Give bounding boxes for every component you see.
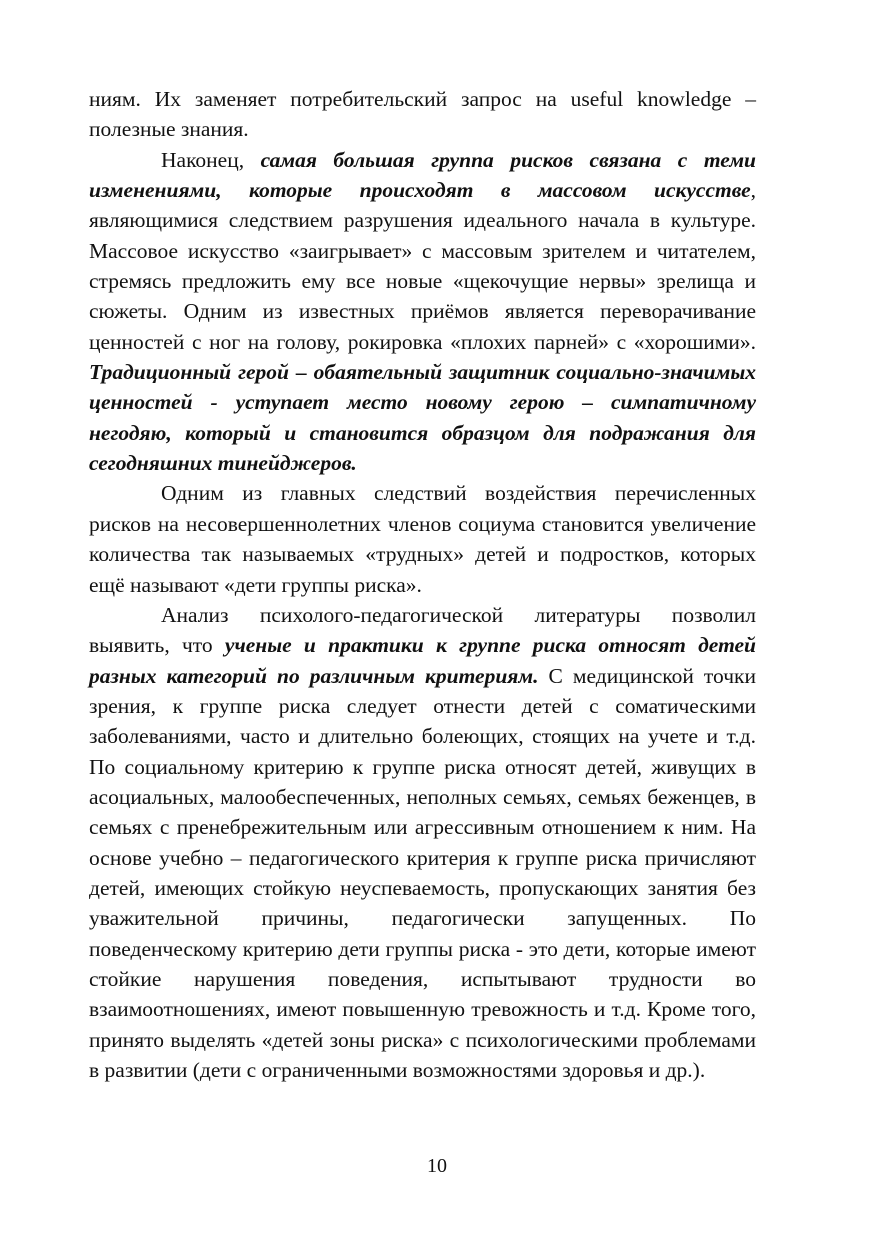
page-number: 10 [427,1155,447,1177]
text-run: , являющимися следствием разрушения идеального начала в культуре. Массовое искусство «заигрывает» с массовым зрителем и читателем, стремясь предложить ему все новые «щекочущие нервы» зрелища и сюжеты. Одним из известных приёмов является переворачивание ценностей с ног на голову, рокировка «плохих парней» с «хорошими». [89,178,756,354]
paragraph-1 [89,84,756,145]
emphasized-text: самая большая группа рисков связана с теми изменениями, которые происходят в массовом искусстве [89,147,756,203]
text-run: Наконец, [161,147,261,172]
paragraph-4 [89,600,756,1086]
text-run: Анализ психолого-педагогической литературы позволил выявить, что [89,602,756,658]
text-run: Одним из главных следствий воздействия перечисленных рисков на несовершеннолетних членов социума становится увеличение количества так называемых «трудных» детей и подростков, которых ещё называют «дети группы риска». [89,481,756,597]
paragraph-2 [89,145,756,479]
paragraph-3 [89,478,756,599]
text-run: С медицинской точки зрения, к группе риска следует отнести детей с соматическими заболеваниями, часто и длительно болеющих, стоящих на учете и т.д. По социальному критерию к группе риска относят детей, живущих в асоциальных, малообеспеченных, неполных семьях, семьях беженцев, в семьях с пренебрежительным или агрессивным отношением к ним. На основе учебно – педагогического критерия к группе риска причисляют детей, имеющих стойкую неуспеваемость, пропускающих занятия без уважительной причины, педагогически запущенных. По поведенческому критерию дети группы риска - это дети, которые имеют стойкие нарушения поведения, испытывают трудности во взаимоотношениях, имеют повышенную тревожность и т.д. Кроме того, принято выделять «детей зоны риска» с психологическими проблемами в развитии (дети с ограниченными возможностями здоровья и др.). [89,663,756,1082]
emphasized-text: ученые и практики к группе риска относят детей разных категорий по различным критериям. [89,633,757,688]
emphasized-text: Традиционный герой – обаятельный защитник социально-значимых ценностей - уступает место новому герою – симпатичному негодяю, который и становится образцом для подражания для сегодняшних тинейджеров. [89,360,756,476]
body-text [89,84,756,1085]
text-run: ниям. Их заменяет потребительский запрос на useful knowledge – полезные знания. [89,87,756,142]
